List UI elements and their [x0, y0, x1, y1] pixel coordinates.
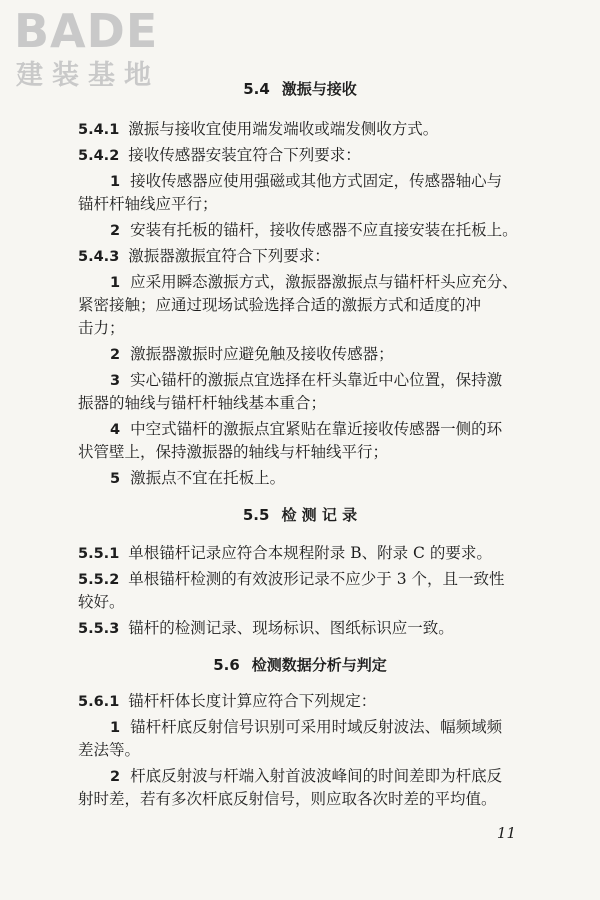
- clause-text: 锚杆杆体长度计算应符合下列规定：: [128, 692, 377, 710]
- clause-continuation: 较好。: [78, 593, 125, 611]
- item-5-4-3-1: [110, 271, 518, 294]
- clause-text: 激振器激振宜符合下列要求：: [128, 247, 330, 265]
- section-title: 检 测 记 录: [281, 506, 358, 524]
- item-5-4-2-1: [110, 170, 502, 193]
- item-continuation: 紧密接触；应通过现场试验选择合适的激振方式和适度的冲: [78, 296, 482, 314]
- clause-5-6-1: [78, 690, 376, 713]
- clause-number: 5.4.3: [78, 249, 120, 265]
- item-continuation: 振器的轴线与锚杆杆轴线基本重合；: [78, 394, 327, 412]
- clause-5-5-1: [78, 542, 492, 565]
- item-text: 实心锚杆的激振点宜选择在杆头靠近中心位置，保持激: [130, 371, 503, 389]
- section-title: 检测数据分析与判定: [251, 656, 387, 674]
- item-number: 4: [110, 422, 121, 438]
- item-5-4-3-4: [110, 418, 502, 441]
- item-number: 5: [110, 471, 121, 487]
- clause-text: 激振与接收宜使用端发端收或端发侧收方式。: [128, 120, 439, 138]
- watermark-subtitle: 建装基地: [16, 60, 160, 91]
- clause-text: 单根锚杆记录应符合本规程附录 B、附录 C 的要求。: [128, 544, 492, 562]
- watermark-brand: BADE: [14, 4, 159, 58]
- item-number: 2: [110, 223, 121, 239]
- item-5-4-3-2: [110, 343, 394, 366]
- clause-number: 5.4.1: [78, 122, 120, 138]
- item-number: 1: [110, 275, 121, 291]
- section-heading-5-6: [0, 654, 600, 676]
- item-text: 安装有托板的锚杆，接收传感器不应直接安装在托板上。: [130, 221, 518, 239]
- clause-5-4-2: [78, 144, 361, 167]
- section-number: 5.6: [213, 656, 240, 674]
- clause-number: 5.4.2: [78, 148, 120, 164]
- item-continuation: 差法等。: [78, 741, 141, 759]
- clause-text: 锚杆的检测记录、现场标识、图纸标识应一致。: [128, 619, 454, 637]
- item-5-4-3-3: [110, 369, 502, 392]
- item-number: 2: [110, 769, 121, 785]
- item-continuation: 射时差，若有多次杆底反射信号，则应取各次时差的平均值。: [78, 790, 497, 808]
- item-number: 1: [110, 720, 121, 736]
- clause-number: 5.5.1: [78, 546, 120, 562]
- item-5-6-1-2: [110, 765, 502, 788]
- section-number: 5.4: [243, 80, 270, 98]
- item-text: 杆底反射波与杆端入射首波波峰间的时间差即为杆底反: [130, 767, 503, 785]
- item-text: 锚杆杆底反射信号识别可采用时域反射波法、幅频域频: [130, 718, 503, 736]
- clause-number: 5.5.2: [78, 572, 120, 588]
- item-number: 2: [110, 347, 121, 363]
- item-text: 中空式锚杆的激振点宜紧贴在靠近接收传感器一侧的环: [130, 420, 503, 438]
- clause-text: 接收传感器安装宜符合下列要求：: [128, 146, 361, 164]
- item-5-4-2-2: [110, 219, 518, 242]
- clause-5-5-2: [78, 568, 505, 591]
- clause-5-5-3: [78, 617, 454, 640]
- item-continuation: 锚杆杆轴线应平行；: [78, 195, 218, 213]
- clause-number: 5.6.1: [78, 694, 120, 710]
- section-title: 激振与接收: [281, 80, 357, 98]
- section-heading-5-4: [0, 78, 600, 100]
- section-number: 5.5: [242, 506, 270, 524]
- item-continuation: 状管壁上，保持激振器的轴线与杆轴线平行；: [78, 443, 389, 461]
- page-number: 11: [496, 824, 516, 842]
- item-number: 3: [110, 373, 121, 389]
- item-5-6-1-1: [110, 716, 502, 739]
- item-text: 激振点不宜在托板上。: [130, 469, 286, 487]
- item-5-4-3-5: [110, 467, 285, 490]
- item-number: 1: [110, 174, 121, 190]
- clause-text: 单根锚杆检测的有效波形记录不应少于 3 个，且一致性: [128, 570, 505, 588]
- clause-number: 5.5.3: [78, 621, 120, 637]
- item-text: 激振器激振时应避免触及接收传感器；: [130, 345, 394, 363]
- section-heading-5-5: [0, 504, 600, 526]
- item-text: 应采用瞬态激振方式，激振器激振点与锚杆杆头应充分、: [130, 273, 518, 291]
- clause-5-4-3: [78, 245, 330, 268]
- item-continuation: 击力；: [78, 319, 125, 337]
- item-text: 接收传感器应使用强磁或其他方式固定，传感器轴心与: [130, 172, 503, 190]
- clause-5-4-1: [78, 118, 438, 141]
